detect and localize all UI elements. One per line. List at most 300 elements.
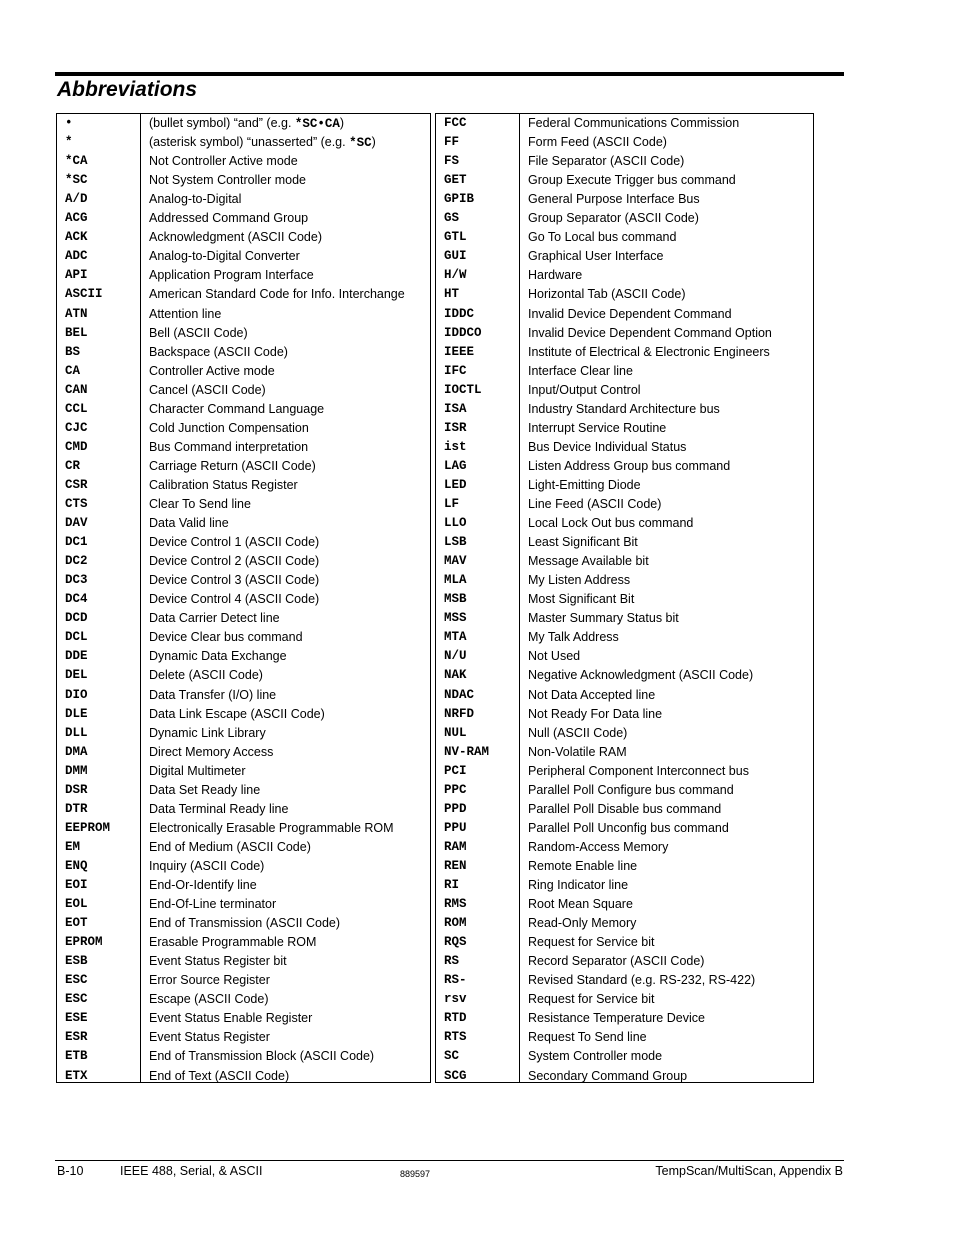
table-row [436, 324, 813, 343]
abbreviation: LED [444, 477, 467, 492]
abbreviation: SC [444, 1049, 460, 1064]
table-row [57, 514, 430, 533]
abbreviation: DLL [65, 725, 88, 740]
definition: Industry Standard Architecture bus [528, 401, 720, 416]
table-row [436, 743, 813, 762]
abbreviations-table-left [56, 113, 431, 1083]
abbreviation: ISA [444, 401, 467, 416]
abbreviation: MAV [444, 554, 467, 569]
table-row [57, 343, 430, 362]
definition: Device Control 3 (ASCII Code) [149, 573, 320, 588]
abbreviation: IDDCO [444, 325, 482, 340]
definition: Device Control 4 (ASCII Code) [149, 592, 320, 607]
abbreviation: IEEE [444, 344, 475, 359]
definition: Invalid Device Dependent Command Option [528, 325, 772, 340]
definition: End of Transmission (ASCII Code) [149, 916, 341, 931]
table-row [436, 724, 813, 743]
table-row [57, 819, 430, 838]
abbreviation: DDE [65, 649, 88, 664]
definition: Interrupt Service Routine [528, 420, 667, 435]
abbreviation: CR [65, 458, 81, 473]
abbreviation: GET [444, 173, 467, 188]
definition: Addressed Command Group [149, 211, 309, 226]
definition: Acknowledgment (ASCII Code) [149, 230, 322, 245]
table-row [57, 724, 430, 743]
definition: Analog-to-Digital Converter [149, 249, 300, 264]
abbreviation: FF [444, 135, 460, 150]
table-row [57, 647, 430, 666]
table-row [436, 686, 813, 705]
table-row [436, 800, 813, 819]
table-row [436, 438, 813, 457]
abbreviation: GTL [444, 230, 467, 245]
abbreviation: LSB [444, 535, 467, 550]
definition: Inquiry (ASCII Code) [149, 858, 265, 873]
definition: Light-Emitting Diode [528, 477, 641, 492]
table-row [436, 647, 813, 666]
table-row [436, 838, 813, 857]
definition: Resistance Temperature Device [528, 1011, 705, 1026]
top-rule [55, 72, 844, 76]
definition: General Purpose Interface Bus [528, 192, 700, 207]
abbreviation: CSR [65, 477, 88, 492]
table-row [57, 952, 430, 971]
table-row [57, 628, 430, 647]
abbreviation: *SC [65, 173, 88, 188]
definition: Remote Enable line [528, 858, 638, 873]
abbreviation: ENQ [65, 858, 88, 873]
table-row [436, 457, 813, 476]
abbreviation: PPD [444, 801, 467, 816]
table-row [57, 1009, 430, 1028]
abbreviation: • [65, 116, 73, 130]
abbreviation: ETB [65, 1049, 88, 1064]
definition: Not System Controller mode [149, 173, 307, 188]
abbreviation: LAG [444, 458, 467, 473]
abbreviation: DTR [65, 801, 88, 816]
table-row [436, 514, 813, 533]
definition: Data Terminal Ready line [149, 801, 289, 816]
table-row [57, 1028, 430, 1047]
abbreviation: CMD [65, 439, 88, 454]
table-row [436, 609, 813, 628]
definition: Device Control 1 (ASCII Code) [149, 535, 320, 550]
definition: Data Set Ready line [149, 782, 261, 797]
definition: Form Feed (ASCII Code) [528, 135, 667, 150]
abbreviation: DC3 [65, 573, 88, 588]
abbreviation: MSS [444, 611, 467, 626]
table-row [57, 762, 430, 781]
table-row [57, 438, 430, 457]
definition: Request for Service bit [528, 935, 655, 950]
table-row [57, 305, 430, 324]
table-row [436, 571, 813, 590]
abbreviations-table-right [435, 113, 814, 1083]
abbreviation: MLA [444, 573, 467, 588]
definition: End of Transmission Block (ASCII Code) [149, 1049, 375, 1064]
table-row [57, 705, 430, 724]
definition: Horizontal Tab (ASCII Code) [528, 287, 686, 302]
table-row [57, 609, 430, 628]
definition: Clear To Send line [149, 497, 251, 511]
table-row [436, 952, 813, 971]
page-title: Abbreviations [57, 78, 198, 101]
table-row [436, 419, 813, 438]
definition: Graphical User Interface [528, 249, 664, 264]
abbreviation: CTS [65, 497, 88, 511]
abbreviation: DAV [65, 516, 88, 531]
table-row [436, 381, 813, 400]
abbreviation: RMS [444, 897, 467, 912]
definition: Direct Memory Access [149, 744, 274, 759]
definition-part: ) [339, 116, 345, 130]
definition: Secondary Command Group [528, 1068, 688, 1083]
abbreviation: HT [444, 287, 460, 302]
definition: End of Text (ASCII Code) [149, 1068, 290, 1083]
table-row [57, 381, 430, 400]
bottom-rule [55, 1160, 844, 1161]
abbreviation: DCD [65, 611, 88, 626]
definition: My Talk Address [528, 630, 619, 645]
abbreviation: IDDC [444, 306, 475, 321]
table-row [57, 476, 430, 495]
abbreviation: ACG [65, 211, 88, 226]
abbreviation: MSB [444, 592, 467, 607]
abbreviation: PPU [444, 820, 467, 835]
abbreviation: SCG [444, 1068, 467, 1083]
table-row [57, 971, 430, 990]
definition: Event Status Register [149, 1030, 270, 1045]
table-row [57, 990, 430, 1009]
table-row [57, 571, 430, 590]
definition: Listen Address Group bus command [528, 458, 731, 473]
definition: Not Ready For Data line [528, 706, 663, 721]
abbreviation: GPIB [444, 192, 475, 207]
abbreviation: PPC [444, 782, 467, 797]
table-row [436, 476, 813, 495]
abbreviation: LF [444, 497, 460, 511]
abbreviation: ADC [65, 249, 88, 264]
definition: Go To Local bus command [528, 230, 677, 245]
abbreviation: DC4 [65, 592, 88, 607]
definition: Invalid Device Dependent Command [528, 306, 732, 321]
definition: Event Status Register bit [149, 954, 287, 969]
abbreviation: GUI [444, 249, 467, 264]
definition: Record Separator (ASCII Code) [528, 954, 705, 969]
table-row [436, 590, 813, 609]
table-row [436, 495, 813, 514]
definition: Request for Service bit [528, 992, 655, 1007]
table-row [436, 933, 813, 952]
abbreviation: DSR [65, 782, 88, 797]
abbreviation: ESC [65, 973, 88, 988]
abbreviation: DEL [65, 668, 88, 683]
table-row [57, 457, 430, 476]
definition: Request To Send line [528, 1030, 647, 1045]
definition [149, 114, 344, 134]
table-row [57, 247, 430, 266]
abbreviation: RQS [444, 935, 467, 950]
table-row [436, 895, 813, 914]
definition: Hardware [528, 268, 583, 283]
table-row [57, 666, 430, 685]
abbreviation: DMM [65, 763, 88, 778]
table-row [57, 285, 430, 304]
table-row [436, 705, 813, 724]
abbreviation: ESE [65, 1011, 88, 1026]
table-row [57, 209, 430, 228]
definition: Data Valid line [149, 516, 229, 531]
definition-part: ) [371, 135, 376, 150]
table-row [436, 990, 813, 1009]
abbreviation: ESC [65, 992, 88, 1007]
abbreviation: IFC [444, 363, 467, 378]
definition: Local Lock Out bus command [528, 516, 694, 531]
table-row [436, 266, 813, 285]
table-row [436, 1047, 813, 1066]
definition: Event Status Enable Register [149, 1011, 313, 1026]
definition: Digital Multimeter [149, 763, 246, 778]
abbreviation: DCL [65, 630, 88, 645]
definition: Line Feed (ASCII Code) [528, 497, 662, 511]
table-row [436, 285, 813, 304]
definition: Carriage Return (ASCII Code) [149, 458, 316, 473]
table-row [436, 343, 813, 362]
definition: End-Or-Identify line [149, 878, 257, 892]
definition: Escape (ASCII Code) [149, 992, 269, 1007]
abbreviation: ESB [65, 954, 88, 969]
definition: Peripheral Component Interconnect bus [528, 763, 749, 778]
abbreviation: NUL [444, 725, 467, 740]
table-row [57, 1047, 430, 1066]
table-row [57, 743, 430, 762]
table-row [436, 133, 813, 152]
abbreviation: ATN [65, 306, 88, 321]
definition-part: (bullet symbol) “and” (e.g. [149, 116, 295, 130]
definition: Least Significant Bit [528, 535, 638, 550]
table-row [57, 362, 430, 381]
definition: Device Clear bus command [149, 630, 303, 645]
definition: Group Separator (ASCII Code) [528, 211, 699, 226]
definition: System Controller mode [528, 1049, 663, 1064]
abbreviation: ist [444, 439, 467, 454]
abbreviation: NDAC [444, 687, 475, 702]
table-row [436, 971, 813, 990]
abbreviation: NV-RAM [444, 744, 490, 759]
table-row [57, 228, 430, 247]
definition: Bus Device Individual Status [528, 439, 687, 454]
definition: Not Controller Active mode [149, 154, 298, 169]
abbreviation: RI [444, 878, 460, 892]
table-row [436, 228, 813, 247]
abbreviation: H/W [444, 268, 467, 283]
definition: Most Significant Bit [528, 592, 635, 607]
table-row [436, 1067, 813, 1086]
table-row [57, 190, 430, 209]
abbreviation: IOCTL [444, 382, 482, 397]
table-row [436, 914, 813, 933]
definition: Cold Junction Compensation [149, 420, 309, 435]
abbreviation: NRFD [444, 706, 475, 721]
abbreviation: * [65, 135, 73, 150]
definition: Read-Only Memory [528, 916, 637, 931]
definition: Parallel Poll Disable bus command [528, 801, 722, 816]
table-row [57, 933, 430, 952]
definition-part: *SC•CA [294, 117, 340, 131]
table-row [436, 171, 813, 190]
definition: Interface Clear line [528, 363, 633, 378]
table-row [436, 152, 813, 171]
definition: End-Of-Line terminator [149, 897, 277, 912]
table-row [436, 362, 813, 381]
table-row [57, 324, 430, 343]
abbreviation: ASCII [65, 287, 103, 302]
abbreviation: EEPROM [65, 820, 111, 835]
table-row [436, 666, 813, 685]
abbreviation: CAN [65, 382, 88, 397]
table-row [436, 247, 813, 266]
definition: Federal Communications Commission [528, 116, 740, 130]
definition: End of Medium (ASCII Code) [149, 839, 311, 854]
definition: Backspace (ASCII Code) [149, 344, 288, 359]
abbreviation: REN [444, 858, 467, 873]
table-row [57, 552, 430, 571]
definition: Ring Indicator line [528, 878, 629, 892]
abbreviation: ISR [444, 420, 467, 435]
table-row [436, 857, 813, 876]
abbreviation: DLE [65, 706, 88, 721]
abbreviation: CCL [65, 401, 88, 416]
definition: Message Available bit [528, 554, 649, 569]
abbreviation: BEL [65, 325, 88, 340]
abbreviation: CA [65, 363, 81, 378]
abbreviation: A/D [65, 192, 88, 207]
definition: File Separator (ASCII Code) [528, 154, 685, 169]
definition: Bell (ASCII Code) [149, 325, 248, 340]
table-row [57, 400, 430, 419]
abbreviation: LLO [444, 516, 467, 531]
table-row [57, 419, 430, 438]
abbreviation: CJC [65, 420, 88, 435]
table-row [57, 914, 430, 933]
table-row [57, 590, 430, 609]
table-row [436, 533, 813, 552]
definition-part: *SC [349, 136, 372, 151]
abbreviation: RS [444, 954, 460, 969]
definition: Device Control 2 (ASCII Code) [149, 554, 320, 569]
definition: American Standard Code for Info. Interchange [149, 287, 405, 302]
definition: Master Summary Status bit [528, 611, 679, 626]
footer-page-number: B-10 [57, 1164, 84, 1178]
table-row [436, 1009, 813, 1028]
abbreviation: EOT [65, 916, 88, 931]
definition: Cancel (ASCII Code) [149, 382, 266, 397]
abbreviation: NAK [444, 668, 467, 683]
table-row [57, 533, 430, 552]
abbreviation: API [65, 268, 88, 283]
table-row [57, 857, 430, 876]
table-row [57, 266, 430, 285]
table-row [436, 190, 813, 209]
abbreviation: RTD [444, 1011, 467, 1026]
abbreviation: GS [444, 211, 460, 226]
definition: Attention line [149, 306, 222, 321]
abbreviation: ETX [65, 1068, 88, 1083]
definition: Dynamic Data Exchange [149, 649, 287, 664]
abbreviation: ROM [444, 916, 467, 931]
abbreviation: DMA [65, 744, 88, 759]
table-row [436, 628, 813, 647]
abbreviation: EOI [65, 878, 88, 892]
abbreviation: PCI [444, 763, 467, 778]
abbreviation: ESR [65, 1030, 88, 1045]
table-row [57, 686, 430, 705]
definition: Group Execute Trigger bus command [528, 173, 736, 188]
definition: Calibration Status Register [149, 477, 298, 492]
definition: Erasable Programmable ROM [149, 935, 317, 950]
abbreviation: ACK [65, 230, 88, 245]
definition: Parallel Poll Unconfig bus command [528, 820, 729, 835]
footer-document-number: 889597 [400, 1169, 431, 1179]
definition: Null (ASCII Code) [528, 725, 628, 740]
table-row [57, 495, 430, 514]
table-row [57, 152, 430, 171]
definition: Root Mean Square [528, 897, 633, 912]
definition: Institute of Electrical & Electronic Engineers [528, 344, 770, 359]
definition: Electronically Erasable Programmable ROM [149, 820, 394, 835]
abbreviation: RS- [444, 973, 467, 988]
table-row [57, 114, 430, 133]
abbreviation: RTS [444, 1030, 467, 1045]
table-row [57, 781, 430, 800]
table-row [436, 114, 813, 133]
definition-part: (asterisk symbol) “unasserted” (e.g. [149, 135, 350, 150]
definition: Dynamic Link Library [149, 725, 266, 740]
definition [149, 133, 376, 153]
table-row [57, 800, 430, 819]
table-row [436, 209, 813, 228]
abbreviation: MTA [444, 630, 467, 645]
definition: Data Link Escape (ASCII Code) [149, 706, 325, 721]
definition: Negative Acknowledgment (ASCII Code) [528, 668, 754, 683]
table-row [436, 552, 813, 571]
abbreviation: *CA [65, 154, 88, 169]
abbreviation: EM [65, 839, 81, 854]
footer-section-title: IEEE 488, Serial, & ASCII [120, 1164, 263, 1178]
abbreviation: FCC [444, 116, 467, 130]
definition: Parallel Poll Configure bus command [528, 782, 734, 797]
table-row [436, 305, 813, 324]
table-divider [430, 113, 431, 1083]
definition: Not Data Accepted line [528, 687, 656, 702]
footer-manual-title: TempScan/MultiScan, Appendix B [655, 1164, 843, 1178]
definition: Revised Standard (e.g. RS-232, RS-422) [528, 973, 756, 988]
abbreviation: EOL [65, 897, 88, 912]
definition: Data Transfer (I/O) line [149, 687, 277, 702]
abbreviation: EPROM [65, 935, 103, 950]
table-row [436, 819, 813, 838]
table-row [57, 1067, 430, 1086]
table-row [436, 1028, 813, 1047]
abbreviation: rsv [444, 992, 467, 1007]
table-row [57, 171, 430, 190]
definition: Character Command Language [149, 401, 325, 416]
definition: Error Source Register [149, 973, 270, 988]
definition: Not Used [528, 649, 581, 664]
abbreviation: N/U [444, 649, 467, 664]
table-row [436, 781, 813, 800]
abbreviation: BS [65, 344, 81, 359]
